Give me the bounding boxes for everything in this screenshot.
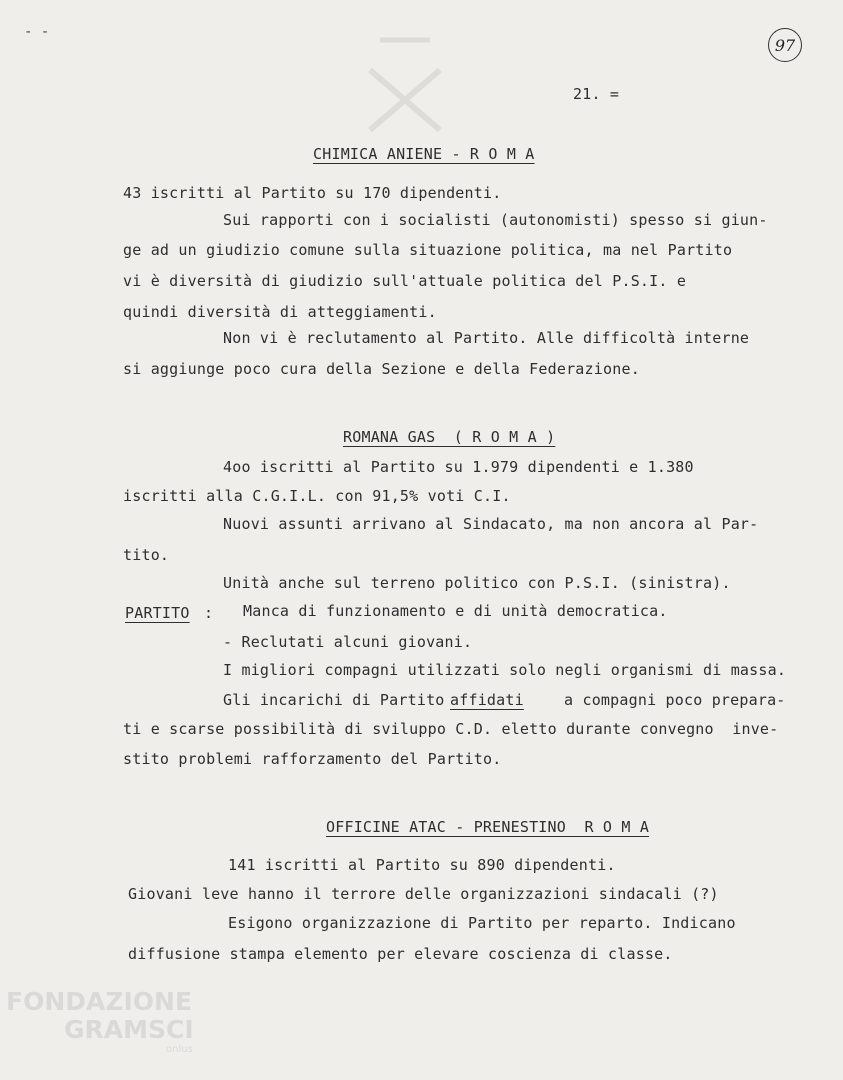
underlined-word-affidati: affidati [450, 691, 524, 709]
paragraph-line: Esigono organizzazione di Partito per reparto. Indicano [228, 914, 736, 932]
paragraph-line: ti e scarse possibilità di sviluppo C.D. eletto durante convegno inve- [123, 720, 779, 738]
paragraph-line: - Reclutati alcuni giovani. [223, 633, 473, 651]
bleed-through-marks [360, 20, 450, 140]
partito-colon: : [204, 604, 214, 622]
paragraph-line: Unità anche sul terreno politico con P.S.I. (sinistra). [223, 574, 731, 592]
paragraph-line: Giovani leve hanno il terrore delle organizzazioni sindacali (?) [128, 885, 719, 903]
paragraph-line: si aggiunge poco cura della Sezione e della Federazione. [123, 360, 640, 378]
paragraph-line: 43 iscritti al Partito su 170 dipendenti. [123, 184, 502, 202]
watermark-line: FONDAZIONE [6, 987, 193, 1016]
watermark-line: GRAMSCI [64, 1015, 194, 1044]
paragraph-line: vi è diversità di giudizio sull'attuale politica del P.S.I. e [123, 272, 687, 290]
section-title-romana-gas: ROMANA GAS ( R O M A ) [343, 428, 556, 446]
paragraph-line-part: Gli incarichi di Partito [223, 691, 445, 709]
watermark-line: onlus [166, 1044, 193, 1055]
section-title-officine-atac: OFFICINE ATAC - PRENESTINO R O M A [326, 818, 650, 836]
margin-marks: - - [24, 24, 50, 40]
paragraph-line: 4oo iscritti al Partito su 1.979 dipendenti e 1.380 [223, 458, 694, 476]
archive-page-number: 97 [768, 28, 802, 62]
fondazione-gramsci-watermark [6, 988, 194, 1056]
paragraph-line-part: a compagni poco prepara- [564, 691, 786, 709]
paragraph-line: diffusione stampa elemento per elevare coscienza di classe. [128, 945, 673, 963]
partito-label: PARTITO [125, 604, 190, 622]
section-title-chimica-aniene: CHIMICA ANIENE - R O M A [313, 145, 535, 163]
paragraph-line: stito problemi rafforzamento del Partito. [123, 750, 502, 768]
paragraph-line: ge ad un giudizio comune sulla situazione politica, ma nel Partito [123, 241, 733, 259]
paragraph-line: Non vi è reclutamento al Partito. Alle difficoltà interne [223, 329, 750, 347]
paragraph-line: 141 iscritti al Partito su 890 dipendenti. [228, 856, 616, 874]
page-number: 21. = [573, 85, 620, 103]
paragraph-line: quindi diversità di atteggiamenti. [123, 303, 437, 321]
paragraph-line: tito. [123, 546, 170, 564]
paragraph-line: iscritti alla C.G.I.L. con 91,5% voti C.I. [123, 487, 511, 505]
paragraph-line: Manca di funzionamento e di unità democratica. [243, 602, 668, 620]
paragraph-line: Nuovi assunti arrivano al Sindacato, ma non ancora al Par- [223, 515, 759, 533]
paragraph-line: Sui rapporti con i socialisti (autonomisti) spesso si giun- [223, 211, 768, 229]
paragraph-line: I migliori compagni utilizzati solo negli organismi di massa. [223, 661, 787, 679]
